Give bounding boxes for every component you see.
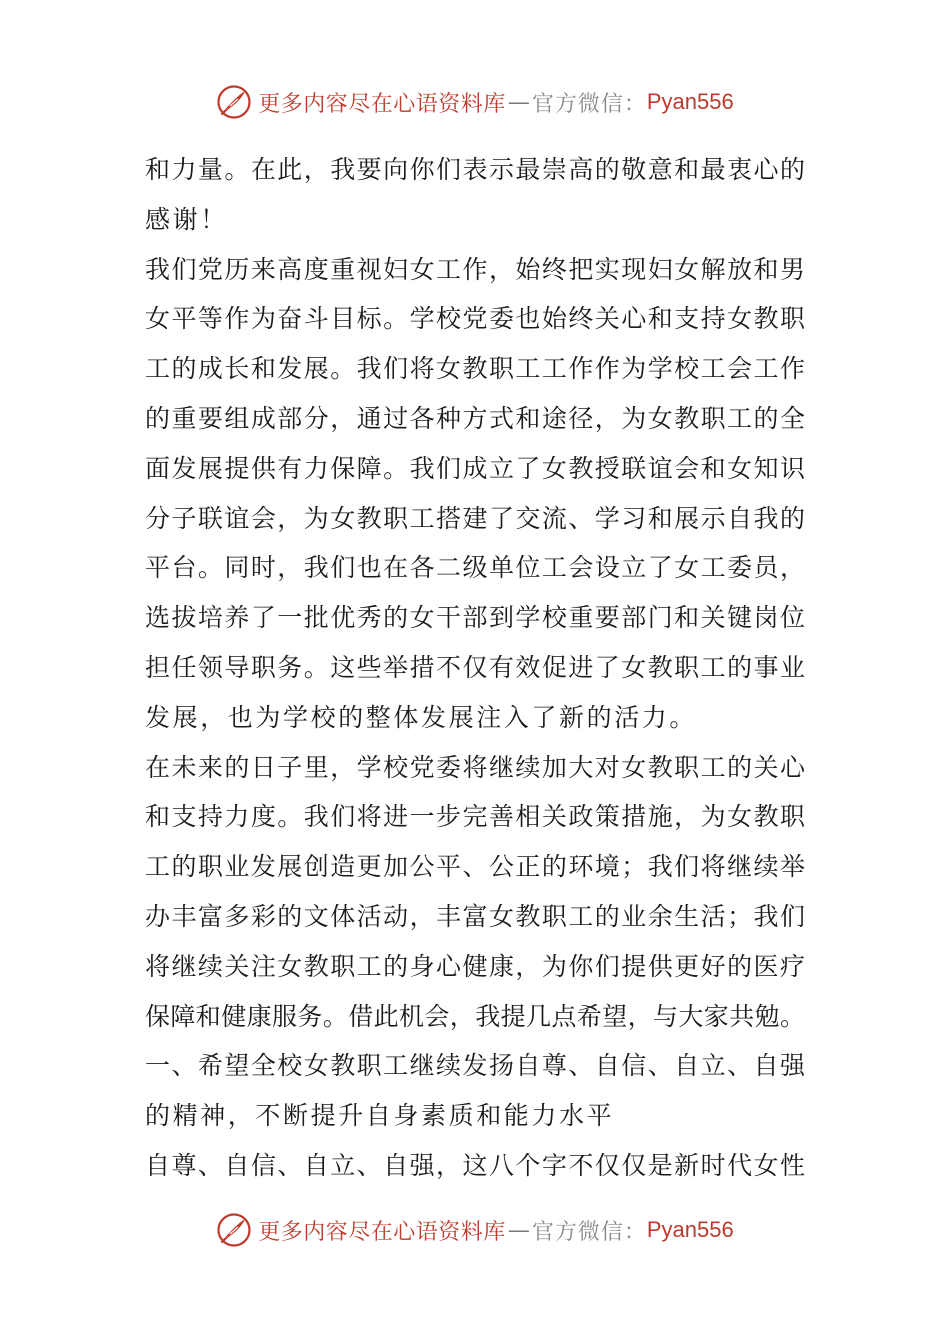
- header-site-text: 更多内容尽在心语资料库: [258, 91, 506, 117]
- header-wechat-label: 官方微信：: [531, 91, 647, 117]
- quill-pen-logo-icon: [216, 1212, 252, 1248]
- body-line: 办丰富多彩的文体活动，丰富女教职工的业余生活；我们: [145, 901, 805, 931]
- body-line: 一、希望全校女教职工继续发扬自尊、自信、自立、自强: [145, 1051, 805, 1081]
- footer-banner: [0, 1208, 950, 1252]
- body-line: 将继续关注女教职工的身心健康，为你们提供更好的医疗: [145, 951, 805, 981]
- header-separator: —: [507, 89, 530, 115]
- body-line: 面发展提供有力保障。我们成立了女教授联谊会和女知识: [145, 453, 805, 483]
- quill-pen-logo-icon: [216, 84, 252, 120]
- footer-wechat-label: 官方微信：: [531, 1219, 647, 1245]
- body-line: 的重要组成部分，通过各种方式和途径，为女教职工的全: [145, 403, 805, 433]
- body-line: 在未来的日子里，学校党委将继续加大对女教职工的关心: [145, 752, 805, 782]
- body-line: 发展，也为学校的整体发展注入了新的活力。: [145, 702, 698, 732]
- body-line: 我们党历来高度重视妇女工作，始终把实现妇女解放和男: [145, 254, 805, 284]
- body-line: 和力量。在此，我要向你们表示最崇高的敬意和最衷心的: [145, 155, 805, 184]
- header-wechat-id: Pyan556: [646, 89, 734, 114]
- footer-wechat-id: Pyan556: [646, 1217, 734, 1242]
- body-line: 工的职业发展创造更加公平、公正的环境；我们将继续举: [145, 852, 805, 882]
- body-line: 女平等作为奋斗目标。学校党委也始终关心和支持女教职: [145, 304, 805, 334]
- footer-separator: —: [507, 1217, 530, 1243]
- body-line: 平台。同时，我们也在各二级单位工会设立了女工委员，: [145, 553, 805, 583]
- body-line: 选拔培养了一批优秀的女干部到学校重要部门和关键岗位: [145, 603, 805, 633]
- body-line: 的精神，不断提升自身素质和能力水平: [145, 1101, 615, 1131]
- body-line: 和支持力度。我们将进一步完善相关政策措施，为女教职: [145, 802, 805, 832]
- body-line: 保障和健康服务。借此机会，我提几点希望，与大家共勉。: [145, 1001, 805, 1031]
- body-line: 分子联谊会，为女教职工搭建了交流、学习和展示自我的: [145, 503, 805, 533]
- body-line: 工的成长和发展。我们将女教职工工作作为学校工会工作: [145, 354, 805, 384]
- body-line: 自尊、自信、自立、自强，这八个字不仅仅是新时代女性: [145, 1150, 805, 1180]
- body-line: 感谢！: [145, 204, 228, 234]
- document-body: [145, 145, 805, 1191]
- body-line: 担任领导职务。这些举措不仅有效促进了女教职工的事业: [145, 652, 805, 682]
- header-banner: [0, 80, 950, 124]
- footer-site-text: 更多内容尽在心语资料库: [258, 1219, 506, 1245]
